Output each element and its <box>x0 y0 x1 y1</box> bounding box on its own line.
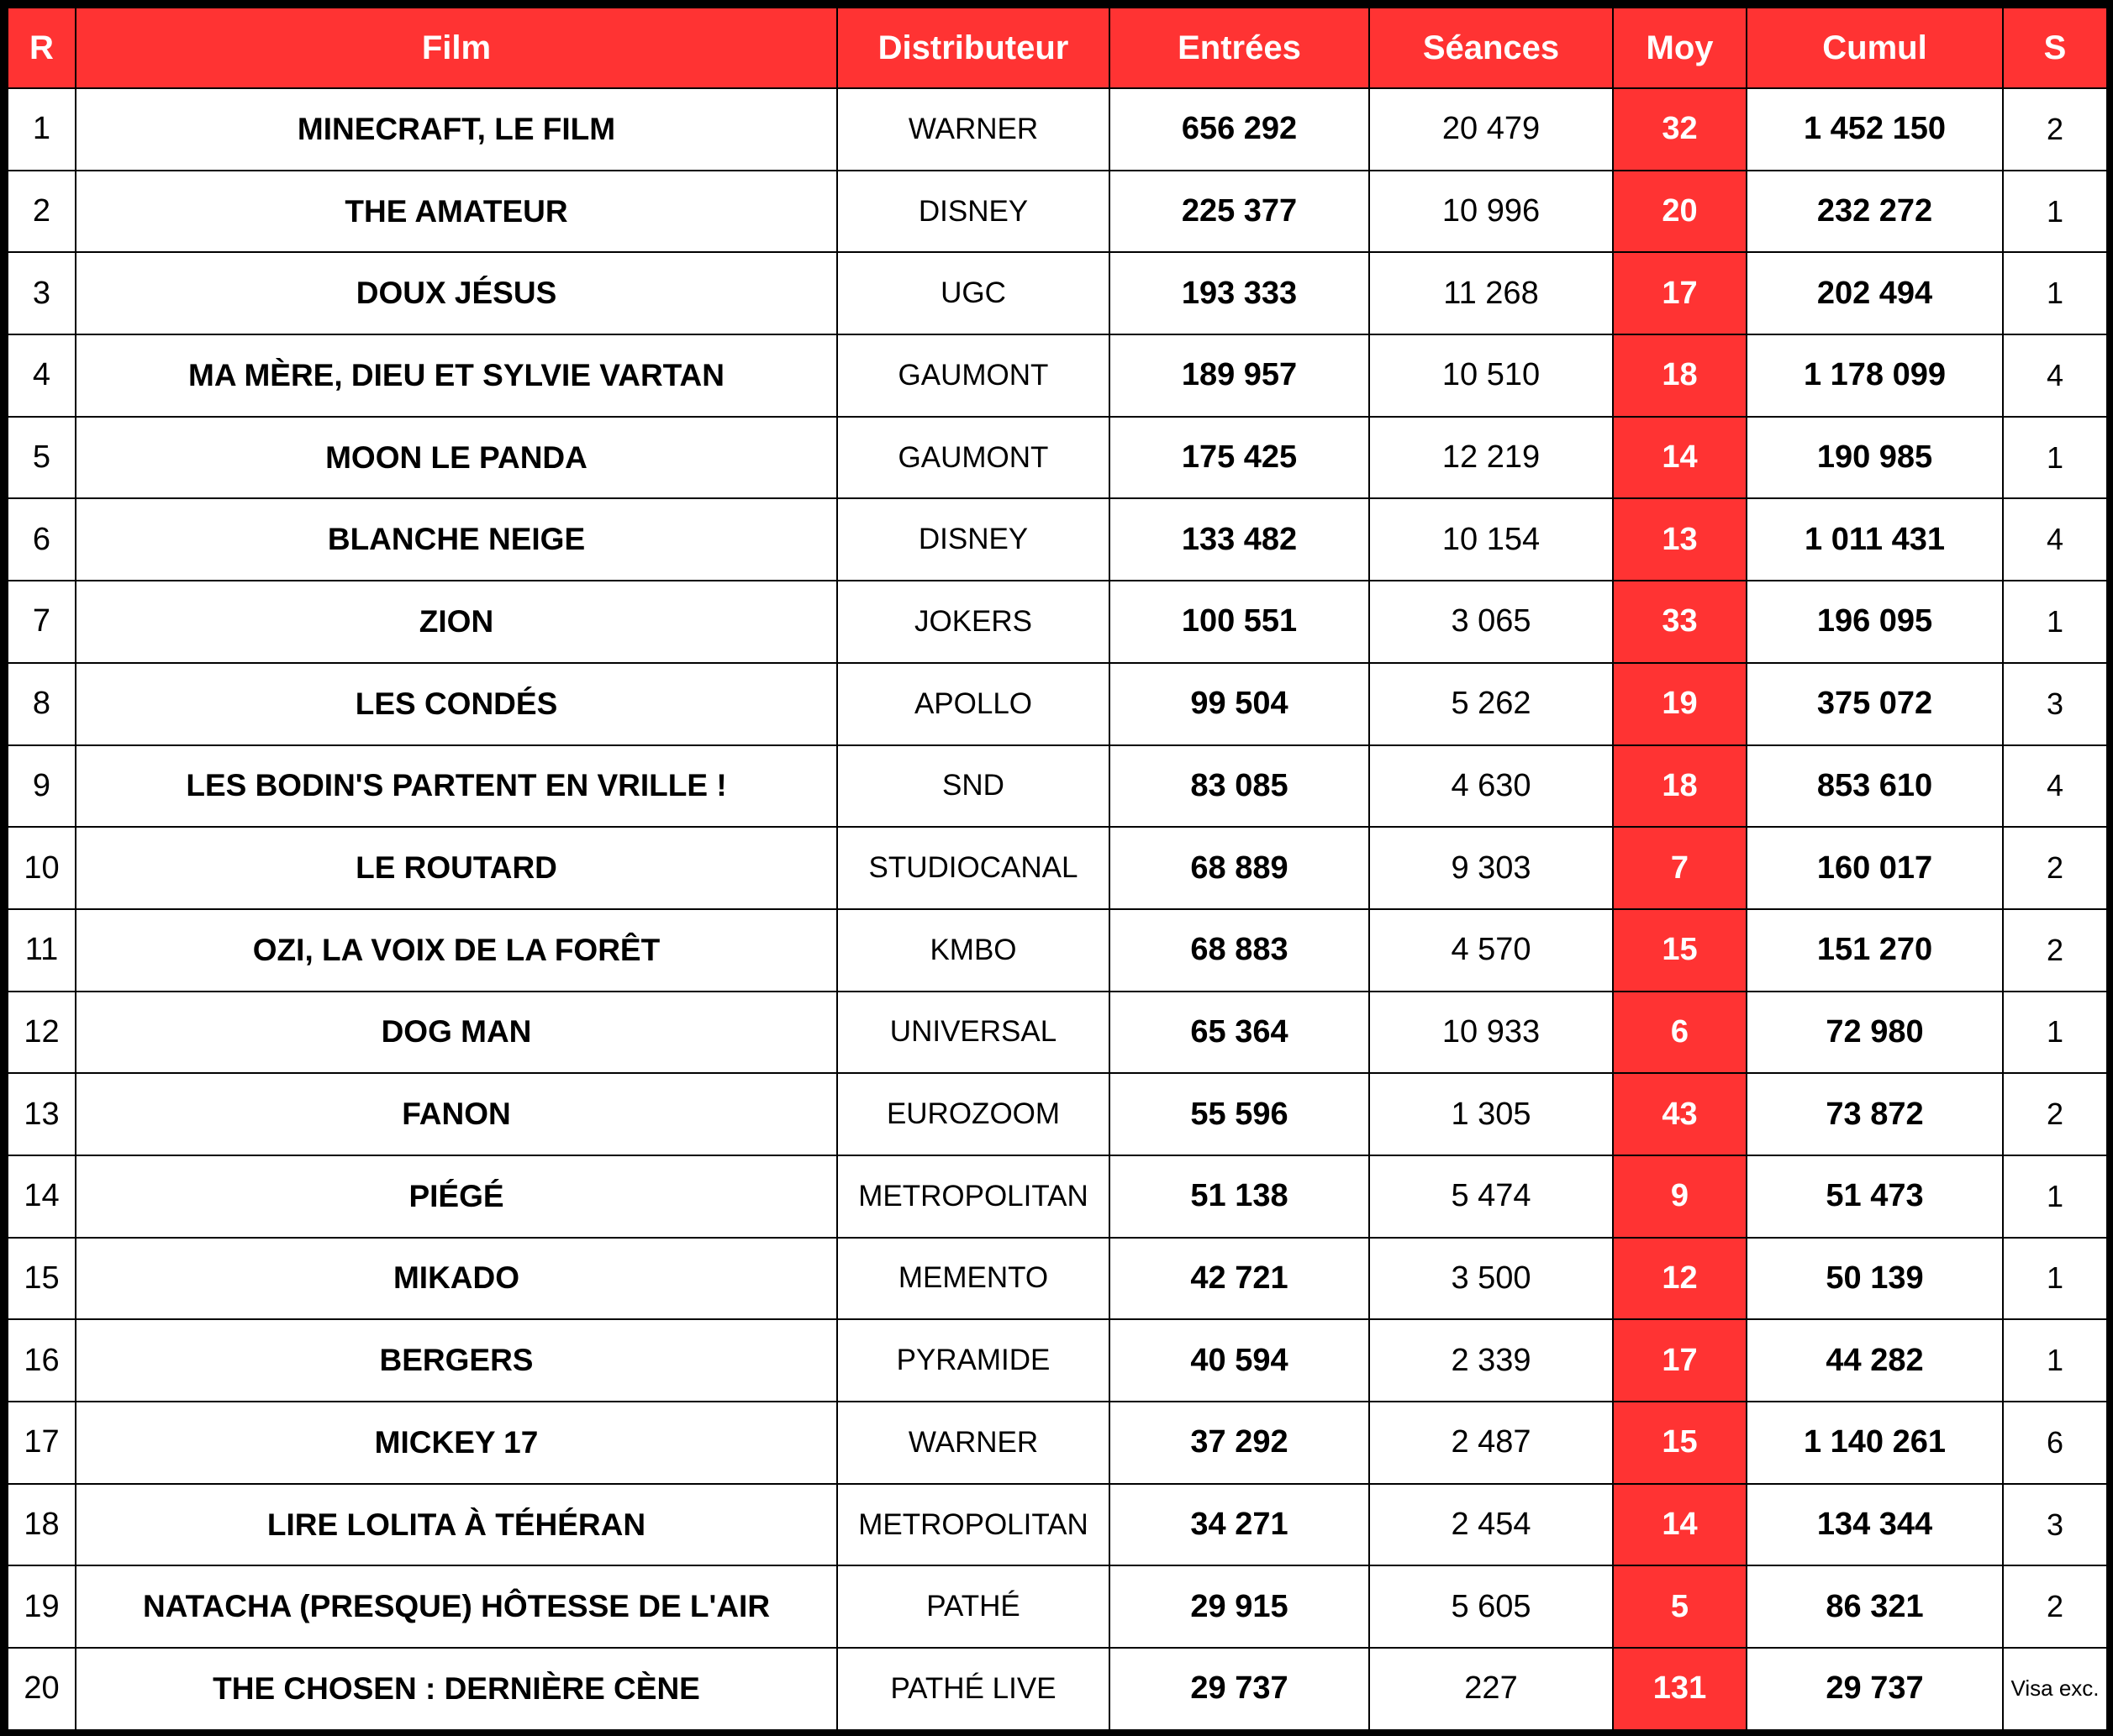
distributor-cell: STUDIOCANAL <box>837 827 1109 909</box>
rank-cell: 11 <box>8 909 76 992</box>
seances-cell: 227 <box>1369 1648 1613 1730</box>
weeks-cell: 1 <box>2003 1238 2107 1320</box>
entrees-cell: 189 957 <box>1109 334 1369 417</box>
cumul-cell: 72 980 <box>1747 992 2003 1074</box>
film-title-cell: BERGERS <box>76 1319 837 1402</box>
seances-cell: 5 262 <box>1369 663 1613 745</box>
cumul-cell: 50 139 <box>1747 1238 2003 1320</box>
seances-cell: 10 154 <box>1369 498 1613 581</box>
entrees-cell: 34 271 <box>1109 1484 1369 1566</box>
weeks-cell: 2 <box>2003 1565 2107 1648</box>
film-title-cell: LIRE LOLITA À TÉHÉRAN <box>76 1484 837 1566</box>
cumul-cell: 73 872 <box>1747 1073 2003 1155</box>
distributor-cell: PATHÉ LIVE <box>837 1648 1109 1730</box>
average-cell: 131 <box>1613 1648 1747 1730</box>
seances-cell: 4 570 <box>1369 909 1613 992</box>
distributor-cell: METROPOLITAN <box>837 1155 1109 1238</box>
cumul-cell: 1 011 431 <box>1747 498 2003 581</box>
seances-cell: 3 500 <box>1369 1238 1613 1320</box>
average-cell: 19 <box>1613 663 1747 745</box>
rank-cell: 13 <box>8 1073 76 1155</box>
rank-cell: 20 <box>8 1648 76 1730</box>
distributor-cell: WARNER <box>837 88 1109 171</box>
cumul-cell: 86 321 <box>1747 1565 2003 1648</box>
weeks-cell: 1 <box>2003 252 2107 334</box>
rank-cell: 12 <box>8 992 76 1074</box>
header-row <box>8 8 2107 88</box>
distributor-cell: EUROZOOM <box>837 1073 1109 1155</box>
film-title-cell: MOON LE PANDA <box>76 417 837 499</box>
cumul-cell: 190 985 <box>1747 417 2003 499</box>
average-cell: 32 <box>1613 88 1747 171</box>
rank-cell: 14 <box>8 1155 76 1238</box>
average-cell: 33 <box>1613 581 1747 663</box>
average-cell: 14 <box>1613 1484 1747 1566</box>
average-cell: 12 <box>1613 1238 1747 1320</box>
weeks-cell: 4 <box>2003 334 2107 417</box>
rank-cell: 19 <box>8 1565 76 1648</box>
seances-cell: 10 510 <box>1369 334 1613 417</box>
entrees-cell: 29 915 <box>1109 1565 1369 1648</box>
average-cell: 43 <box>1613 1073 1747 1155</box>
average-cell: 6 <box>1613 992 1747 1074</box>
average-cell: 15 <box>1613 909 1747 992</box>
column-header-moy[interactable]: Moy <box>1613 8 1747 88</box>
rank-cell: 1 <box>8 88 76 171</box>
weeks-cell: 3 <box>2003 663 2107 745</box>
seances-cell: 4 630 <box>1369 745 1613 828</box>
weeks-cell: 4 <box>2003 745 2107 828</box>
film-title-cell: MINECRAFT, LE FILM <box>76 88 837 171</box>
column-header-weeks[interactable]: S <box>2003 8 2107 88</box>
seances-cell: 12 219 <box>1369 417 1613 499</box>
weeks-cell: 1 <box>2003 1155 2107 1238</box>
film-title-cell: LES CONDÉS <box>76 663 837 745</box>
distributor-cell: GAUMONT <box>837 334 1109 417</box>
cumul-cell: 1 178 099 <box>1747 334 2003 417</box>
distributor-cell: KMBO <box>837 909 1109 992</box>
film-title-cell: ZION <box>76 581 837 663</box>
cumul-cell: 44 282 <box>1747 1319 2003 1402</box>
table-row-13 <box>8 1073 2107 1155</box>
average-cell: 17 <box>1613 252 1747 334</box>
distributor-cell: DISNEY <box>837 171 1109 253</box>
rank-cell: 10 <box>8 827 76 909</box>
entrees-cell: 100 551 <box>1109 581 1369 663</box>
weeks-cell: 1 <box>2003 992 2107 1074</box>
average-cell: 7 <box>1613 827 1747 909</box>
average-cell: 15 <box>1613 1402 1747 1484</box>
distributor-cell: PYRAMIDE <box>837 1319 1109 1402</box>
table-row-15 <box>8 1238 2107 1320</box>
cumul-cell: 160 017 <box>1747 827 2003 909</box>
table-row-3 <box>8 252 2107 334</box>
film-title-cell: DOUX JÉSUS <box>76 252 837 334</box>
seances-cell: 11 268 <box>1369 252 1613 334</box>
entrees-cell: 225 377 <box>1109 171 1369 253</box>
weeks-cell: 2 <box>2003 827 2107 909</box>
entrees-cell: 55 596 <box>1109 1073 1369 1155</box>
cumul-cell: 151 270 <box>1747 909 2003 992</box>
table-row-8 <box>8 663 2107 745</box>
entrees-cell: 51 138 <box>1109 1155 1369 1238</box>
table-body <box>8 88 2107 1730</box>
entrees-cell: 37 292 <box>1109 1402 1369 1484</box>
weeks-cell: 1 <box>2003 417 2107 499</box>
rank-cell: 15 <box>8 1238 76 1320</box>
seances-cell: 5 605 <box>1369 1565 1613 1648</box>
seances-cell: 2 454 <box>1369 1484 1613 1566</box>
seances-cell: 5 474 <box>1369 1155 1613 1238</box>
column-header-seances[interactable]: Séances <box>1369 8 1613 88</box>
seances-cell: 20 479 <box>1369 88 1613 171</box>
rank-cell: 17 <box>8 1402 76 1484</box>
table-row-20 <box>8 1648 2107 1730</box>
distributor-cell: MEMENTO <box>837 1238 1109 1320</box>
seances-cell: 3 065 <box>1369 581 1613 663</box>
average-cell: 18 <box>1613 334 1747 417</box>
distributor-cell: GAUMONT <box>837 417 1109 499</box>
table-row-5 <box>8 417 2107 499</box>
rank-cell: 9 <box>8 745 76 828</box>
entrees-cell: 175 425 <box>1109 417 1369 499</box>
average-cell: 9 <box>1613 1155 1747 1238</box>
seances-cell: 2 339 <box>1369 1319 1613 1402</box>
rank-cell: 18 <box>8 1484 76 1566</box>
film-title-cell: LE ROUTARD <box>76 827 837 909</box>
distributor-cell: APOLLO <box>837 663 1109 745</box>
entrees-cell: 68 883 <box>1109 909 1369 992</box>
table-row-17 <box>8 1402 2107 1484</box>
table-row-11 <box>8 909 2107 992</box>
column-header-cumul[interactable]: Cumul <box>1747 8 2003 88</box>
distributor-cell: WARNER <box>837 1402 1109 1484</box>
column-header-film[interactable]: Film <box>76 8 837 88</box>
average-cell: 14 <box>1613 417 1747 499</box>
seances-cell: 10 933 <box>1369 992 1613 1074</box>
film-title-cell: OZI, LA VOIX DE LA FORÊT <box>76 909 837 992</box>
entrees-cell: 40 594 <box>1109 1319 1369 1402</box>
table-row-14 <box>8 1155 2107 1238</box>
film-title-cell: MICKEY 17 <box>76 1402 837 1484</box>
column-header-distributor[interactable]: Distributeur <box>837 8 1109 88</box>
weeks-cell: 3 <box>2003 1484 2107 1566</box>
seances-cell: 10 996 <box>1369 171 1613 253</box>
seances-cell: 1 305 <box>1369 1073 1613 1155</box>
cumul-cell: 232 272 <box>1747 171 2003 253</box>
box-office-table <box>7 7 2108 1731</box>
average-cell: 18 <box>1613 745 1747 828</box>
column-header-entrees[interactable]: Entrées <box>1109 8 1369 88</box>
film-title-cell: THE AMATEUR <box>76 171 837 253</box>
weeks-cell: 2 <box>2003 1073 2107 1155</box>
rank-cell: 8 <box>8 663 76 745</box>
seances-cell: 2 487 <box>1369 1402 1613 1484</box>
table-row-19 <box>8 1565 2107 1648</box>
rank-cell: 5 <box>8 417 76 499</box>
film-title-cell: THE CHOSEN : DERNIÈRE CÈNE <box>76 1648 837 1730</box>
table-row-2 <box>8 171 2107 253</box>
distributor-cell: UNIVERSAL <box>837 992 1109 1074</box>
table-row-6 <box>8 498 2107 581</box>
average-cell: 5 <box>1613 1565 1747 1648</box>
weeks-cell: 2 <box>2003 909 2107 992</box>
distributor-cell: METROPOLITAN <box>837 1484 1109 1566</box>
average-cell: 13 <box>1613 498 1747 581</box>
table-row-12 <box>8 992 2107 1074</box>
table-row-16 <box>8 1319 2107 1402</box>
film-title-cell: BLANCHE NEIGE <box>76 498 837 581</box>
distributor-cell: DISNEY <box>837 498 1109 581</box>
rank-cell: 6 <box>8 498 76 581</box>
distributor-cell: PATHÉ <box>837 1565 1109 1648</box>
rank-cell: 2 <box>8 171 76 253</box>
average-cell: 20 <box>1613 171 1747 253</box>
table-row-18 <box>8 1484 2107 1566</box>
table-row-10 <box>8 827 2107 909</box>
cumul-cell: 375 072 <box>1747 663 2003 745</box>
entrees-cell: 133 482 <box>1109 498 1369 581</box>
entrees-cell: 193 333 <box>1109 252 1369 334</box>
weeks-cell: 2 <box>2003 88 2107 171</box>
film-title-cell: NATACHA (PRESQUE) HÔTESSE DE L'AIR <box>76 1565 837 1648</box>
distributor-cell: JOKERS <box>837 581 1109 663</box>
table-row-7 <box>8 581 2107 663</box>
cumul-cell: 196 095 <box>1747 581 2003 663</box>
distributor-cell: SND <box>837 745 1109 828</box>
cumul-cell: 29 737 <box>1747 1648 2003 1730</box>
table-row-4 <box>8 334 2107 417</box>
weeks-cell: 6 <box>2003 1402 2107 1484</box>
seances-cell: 9 303 <box>1369 827 1613 909</box>
entrees-cell: 656 292 <box>1109 88 1369 171</box>
cumul-cell: 134 344 <box>1747 1484 2003 1566</box>
weeks-cell: 4 <box>2003 498 2107 581</box>
cumul-cell: 1 452 150 <box>1747 88 2003 171</box>
entrees-cell: 29 737 <box>1109 1648 1369 1730</box>
table-row-1 <box>8 88 2107 171</box>
average-cell: 17 <box>1613 1319 1747 1402</box>
cumul-cell: 202 494 <box>1747 252 2003 334</box>
weeks-cell: 1 <box>2003 1319 2107 1402</box>
weeks-cell: Visa exc. <box>2003 1648 2107 1730</box>
film-title-cell: DOG MAN <box>76 992 837 1074</box>
rank-cell: 7 <box>8 581 76 663</box>
film-title-cell: MIKADO <box>76 1238 837 1320</box>
cumul-cell: 51 473 <box>1747 1155 2003 1238</box>
weeks-cell: 1 <box>2003 581 2107 663</box>
distributor-cell: UGC <box>837 252 1109 334</box>
cumul-cell: 853 610 <box>1747 745 2003 828</box>
film-title-cell: PIÉGÉ <box>76 1155 837 1238</box>
rank-cell: 3 <box>8 252 76 334</box>
film-title-cell: LES BODIN'S PARTENT EN VRILLE ! <box>76 745 837 828</box>
table-row-9 <box>8 745 2107 828</box>
film-title-cell: FANON <box>76 1073 837 1155</box>
entrees-cell: 68 889 <box>1109 827 1369 909</box>
entrees-cell: 99 504 <box>1109 663 1369 745</box>
entrees-cell: 42 721 <box>1109 1238 1369 1320</box>
rank-cell: 16 <box>8 1319 76 1402</box>
entrees-cell: 83 085 <box>1109 745 1369 828</box>
rank-cell: 4 <box>8 334 76 417</box>
column-header-rank[interactable]: R <box>8 8 76 88</box>
film-title-cell: MA MÈRE, DIEU ET SYLVIE VARTAN <box>76 334 837 417</box>
entrees-cell: 65 364 <box>1109 992 1369 1074</box>
cumul-cell: 1 140 261 <box>1747 1402 2003 1484</box>
weeks-cell: 1 <box>2003 171 2107 253</box>
